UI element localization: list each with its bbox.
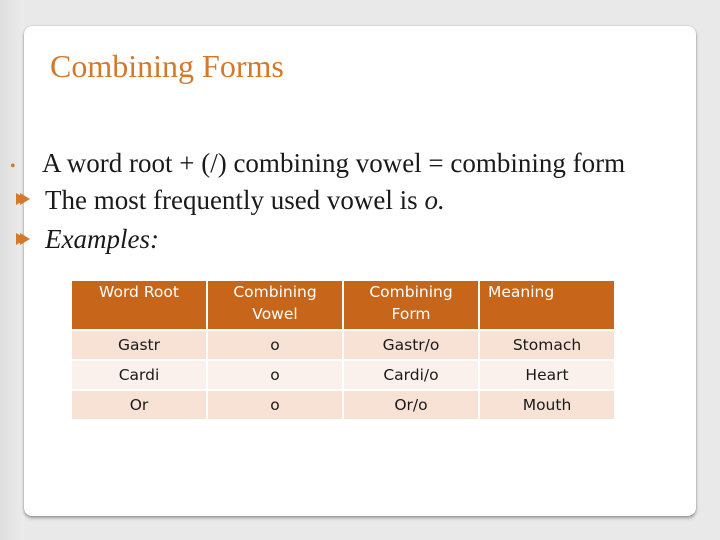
background-strip: [0, 0, 24, 540]
bullet-dot-icon: •: [10, 158, 16, 175]
header-meaning: Meaning: [479, 281, 615, 330]
bullet-1-text: A word root + (/) combining vowel = combining form: [42, 148, 626, 178]
examples-table: [72, 281, 616, 421]
header-combining-vowel: Combining Vowel: [207, 281, 343, 330]
header-word-root: Word Root: [72, 281, 207, 330]
table-cell: Or/o: [343, 390, 479, 420]
table-header-row: [72, 281, 615, 330]
table-cell: Mouth: [479, 390, 615, 420]
table-cell: o: [207, 360, 343, 390]
table-cell: Gastr: [72, 330, 207, 360]
table-cell: o: [207, 390, 343, 420]
table-cell: Cardi/o: [343, 360, 479, 390]
header-combining-form: Combining Form: [343, 281, 479, 330]
table-cell: Cardi: [72, 360, 207, 390]
table-row: [72, 390, 615, 420]
bullet-3-text: Examples:: [45, 224, 159, 254]
table-row: [72, 360, 615, 390]
table-cell: Or: [72, 390, 207, 420]
table-cell: o: [207, 330, 343, 360]
slide-title: Combining Forms: [50, 48, 284, 84]
table-row: [72, 330, 615, 360]
bullet-arrow-icon: [20, 233, 30, 245]
table-cell: Gastr/o: [343, 330, 479, 360]
bullet-arrow-icon: [20, 193, 30, 205]
table-cell: Heart: [479, 360, 615, 390]
bullet-2-text: The most frequently used vowel is o.: [45, 185, 445, 215]
table-cell: Stomach: [479, 330, 615, 360]
slide-card: [24, 26, 696, 516]
